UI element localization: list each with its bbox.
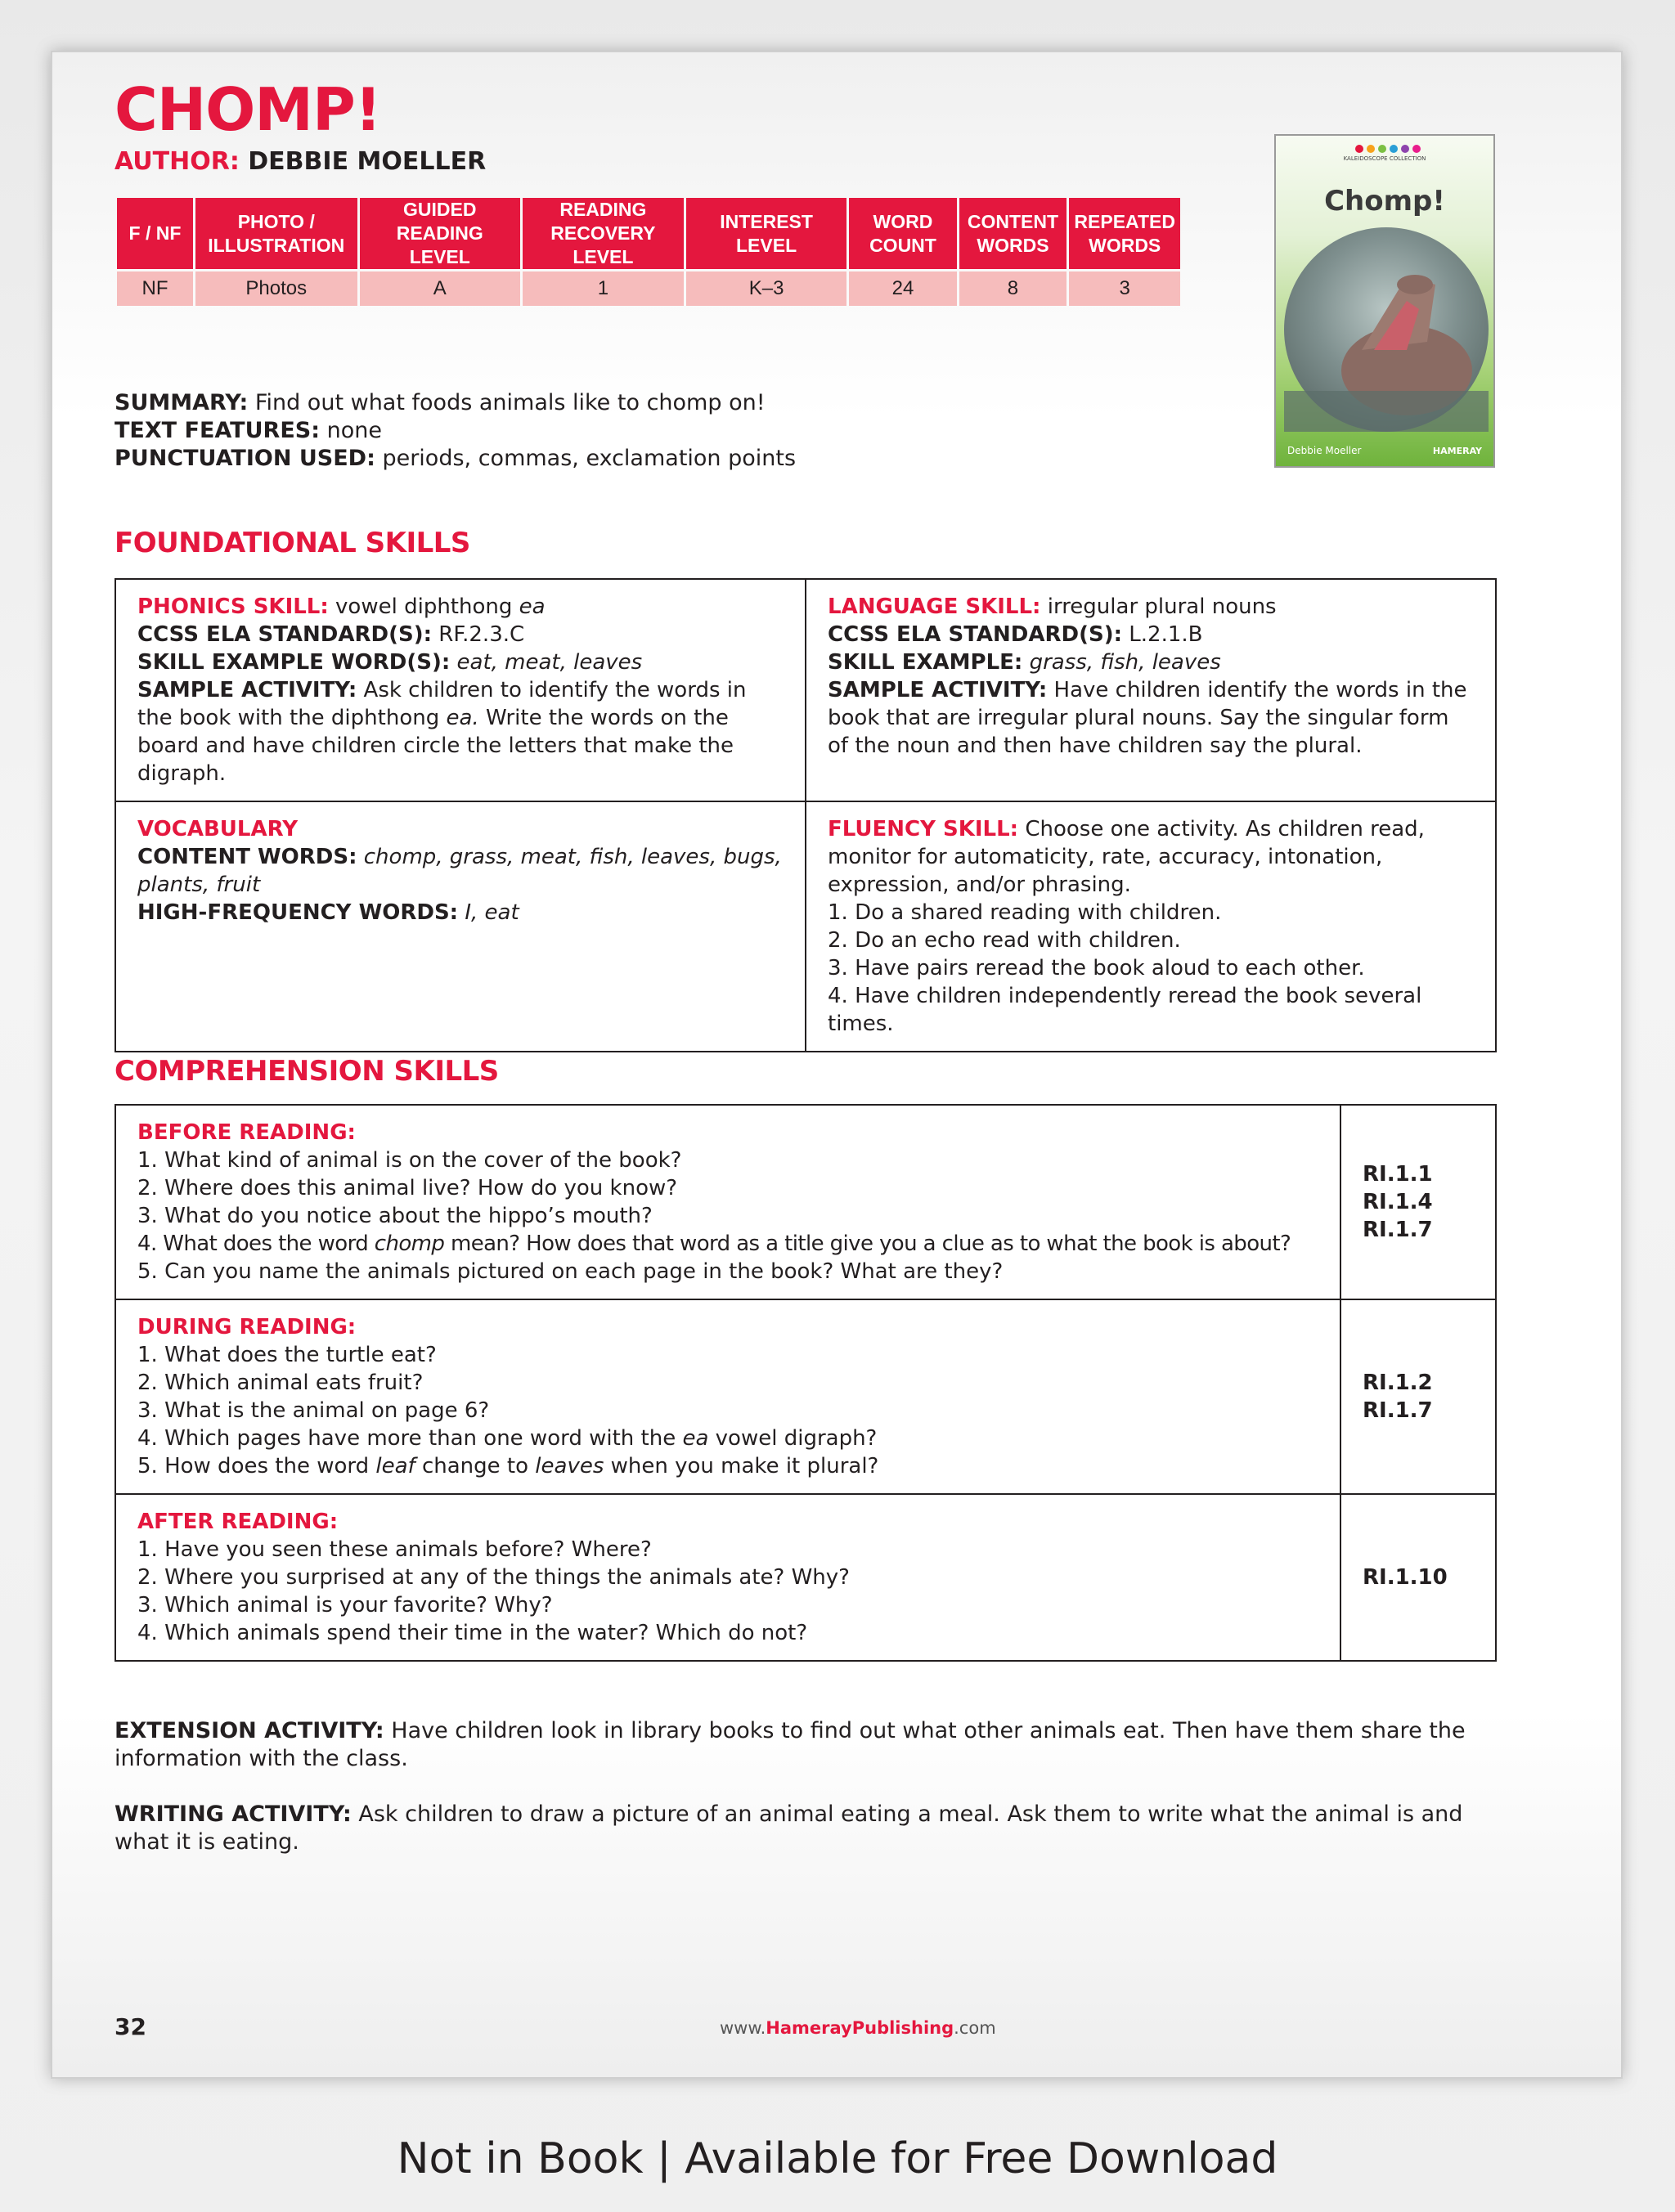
language-example-line: [828, 648, 1474, 676]
summary-text: Find out what foods animals like to chomp on!: [248, 390, 766, 415]
phonics-label: PHONICS SKILL:: [137, 595, 329, 619]
high-frequency-words: I, eat: [465, 900, 519, 925]
table-row: [115, 579, 1496, 801]
extension-label: EXTENSION ACTIVITY:: [115, 1718, 384, 1743]
standard-code: RI.1.4: [1363, 1190, 1433, 1214]
fluency-label: FLUENCY SKILL:: [828, 817, 1019, 841]
stats-header: INTEREST LEVEL: [686, 198, 847, 269]
book-title: CHOMP!: [115, 75, 381, 144]
language-ccss-label: CCSS ELA STANDARD(S):: [828, 622, 1123, 647]
after-reading-standards: [1340, 1494, 1496, 1661]
list-item: [137, 1425, 1318, 1452]
stats-value-row: [117, 271, 1180, 306]
standard-code: RI.1.7: [1363, 1218, 1433, 1242]
question-italic: leaves: [535, 1454, 604, 1478]
question-part: 4. What does the word: [137, 1232, 375, 1256]
vocabulary-label: VOCABULARY: [137, 817, 299, 841]
phonics-activity-line: [137, 676, 784, 787]
list-item: [137, 1452, 1318, 1480]
punctuation-text: periods, commas, exclamation points: [375, 446, 797, 471]
language-example: grass, fish, leaves: [1029, 650, 1221, 675]
text-features-line: [115, 417, 796, 445]
page-number: 32: [115, 2013, 146, 2040]
stats-value: 8: [959, 271, 1067, 306]
stats-header: REPEATED WORDS: [1069, 198, 1180, 269]
question-part: when you make it plural?: [604, 1454, 879, 1478]
during-reading-standards: [1340, 1299, 1496, 1494]
language-ccss-line: [828, 621, 1474, 648]
list-item: 3. What do you notice about the hippo’s mouth?: [137, 1204, 653, 1228]
phonics-italic: ea: [519, 595, 546, 619]
standard-code: RI.1.1: [1363, 1162, 1433, 1187]
book-cover-image: [1274, 134, 1495, 468]
stats-value: NF: [117, 271, 193, 306]
standard-code: RI.1.10: [1363, 1565, 1448, 1590]
phonics-activity-label: SAMPLE ACTIVITY:: [137, 678, 357, 702]
book-meta: [115, 389, 796, 473]
language-label: LANGUAGE SKILL:: [828, 595, 1041, 619]
phonics-example: eat, meat, leaves: [456, 650, 643, 675]
list-item: 4. Have children independently reread the book several times.: [828, 984, 1422, 1036]
language-text: irregular plural nouns: [1040, 595, 1277, 619]
foundational-skills-table: [115, 578, 1497, 1052]
fluency-cell: [806, 801, 1496, 1052]
cover-collection: KALEIDOSCOPE COLLECTION: [1343, 155, 1426, 162]
question-italic: leaf: [375, 1454, 415, 1478]
stats-value: Photos: [195, 271, 357, 306]
question-part: 5. How does the word: [137, 1454, 376, 1478]
kaleidoscope-logo-icon: [1353, 144, 1421, 154]
writing-label: WRITING ACTIVITY:: [115, 1801, 352, 1827]
cover-author: Debbie Moeller: [1287, 445, 1362, 456]
list-item: 2. Where does this animal live? How do you know?: [137, 1176, 678, 1200]
content-words-label: CONTENT WORDS:: [137, 845, 357, 869]
phonics-ccss-line: [137, 621, 784, 648]
text-features-text: none: [320, 418, 382, 443]
phonics-skill-line: [137, 593, 784, 621]
list-item: 2. Do an echo read with children.: [828, 928, 1181, 953]
stats-value: 24: [849, 271, 956, 306]
phonics-activity-b: Write the words on the board and have children circle the letters that make the digraph.: [137, 706, 734, 786]
table-row: [115, 801, 1496, 1052]
stats-value: K–3: [686, 271, 847, 306]
content-words: chomp, grass, meat, fish, leaves, bugs, plants, fruit: [137, 845, 782, 897]
stats-header-row: [117, 198, 1180, 269]
language-activity: Have children identify the words in the book that are irregular plural nouns. Say the singular form of the noun and then have children say the plural.: [828, 678, 1467, 758]
question-italic: chomp: [374, 1232, 445, 1256]
stats-header: GUIDED READING LEVEL: [360, 198, 520, 269]
before-reading-label: BEFORE READING:: [137, 1120, 356, 1145]
language-activity-line: [828, 676, 1474, 760]
language-ccss: L.2.1.B: [1122, 622, 1203, 647]
stats-value: A: [360, 271, 520, 306]
comprehension-skills-table: [115, 1104, 1497, 1662]
list-item: [137, 1230, 1318, 1258]
author-label: AUTHOR:: [115, 147, 240, 176]
author-name: DEBBIE MOELLER: [248, 147, 487, 176]
stats-header: PHOTO / ILLUSTRATION: [195, 198, 357, 269]
author-line: [115, 147, 486, 176]
during-reading-label: DURING READING:: [137, 1315, 357, 1339]
stats-header: F / NF: [117, 198, 193, 269]
question-part: mean? How does that word as a title give you a clue as to what the book is about?: [444, 1232, 1291, 1256]
list-item: 2. Which animal eats fruit?: [137, 1371, 424, 1395]
punctuation-line: [115, 445, 796, 473]
url-suffix: .com: [954, 2018, 996, 2038]
language-activity-label: SAMPLE ACTIVITY:: [828, 678, 1048, 702]
language-example-label: SKILL EXAMPLE:: [828, 650, 1023, 675]
extension-activity: [115, 1717, 1497, 1773]
question-part: 4. Which pages have more than one word with the: [137, 1426, 683, 1451]
list-item: 1. What kind of animal is on the cover of the book?: [137, 1148, 682, 1173]
language-skill-line: [828, 593, 1474, 621]
phonics-example-line: [137, 648, 784, 676]
text-features-label: TEXT FEATURES:: [115, 418, 321, 443]
before-reading-standards: [1340, 1105, 1496, 1299]
phonics-example-label: SKILL EXAMPLE WORD(S):: [137, 650, 451, 675]
table-row: [115, 1105, 1496, 1299]
stats-header: WORD COUNT: [849, 198, 956, 269]
publisher-url: [720, 2018, 996, 2038]
high-frequency-line: [137, 899, 784, 927]
book-stats-table: [115, 195, 1183, 308]
question-part: vowel digraph?: [708, 1426, 878, 1451]
high-frequency-label: HIGH-FREQUENCY WORDS:: [137, 900, 459, 925]
phonics-activity-a: Ask children to identify the words in the book with the diphthong: [137, 678, 747, 730]
cover-title: Chomp!: [1324, 185, 1445, 218]
list-item: 1. Do a shared reading with children.: [828, 900, 1222, 925]
list-item: 3. Which animal is your favorite? Why?: [137, 1593, 553, 1617]
after-reading-cell: [115, 1494, 1340, 1661]
question-part: change to: [415, 1454, 536, 1478]
before-reading-cell: [115, 1105, 1340, 1299]
writing-text: Ask children to draw a picture of an animal eating a meal. Ask them to write what the animal is and what it is eating.: [115, 1801, 1463, 1855]
download-note: Not in Book | Available for Free Download: [397, 2134, 1278, 2183]
cover-publisher: HAMERAY: [1432, 446, 1482, 456]
list-item: 1. Have you seen these animals before? Where?: [137, 1537, 652, 1562]
during-reading-cell: [115, 1299, 1340, 1494]
list-item: 5. Can you name the animals pictured on each page in the book? What are they?: [137, 1259, 1004, 1284]
table-row: [115, 1299, 1496, 1494]
list-item: 1. What does the turtle eat?: [137, 1343, 437, 1367]
language-cell: [806, 579, 1496, 801]
after-reading-label: AFTER READING:: [137, 1510, 339, 1534]
list-item: 4. Which animals spend their time in the water? Which do not?: [137, 1621, 808, 1645]
phonics-activity-italic: ea.: [446, 706, 479, 730]
extension-text: Have children look in library books to find out what other animals eat. Then have them share the information with the class.: [115, 1718, 1466, 1771]
summary-label: SUMMARY:: [115, 390, 249, 415]
comprehension-skills-heading: COMPREHENSION SKILLS: [115, 1055, 499, 1088]
list-item: 3. Have pairs reread the book aloud to each other.: [828, 956, 1365, 980]
phonics-cell: [115, 579, 806, 801]
url-brand: HamerayPublishing: [766, 2018, 954, 2038]
stats-value: 3: [1069, 271, 1180, 306]
list-item: 3. What is the animal on page 6?: [137, 1398, 490, 1423]
list-item: 2. Where you surprised at any of the things the animals ate? Why?: [137, 1565, 850, 1590]
hippo-photo: [1284, 227, 1489, 432]
stats-value: 1: [523, 271, 684, 306]
question-italic: ea: [682, 1426, 709, 1451]
stats-header: CONTENT WORDS: [959, 198, 1067, 269]
stats-header: READING RECOVERY LEVEL: [523, 198, 684, 269]
standard-code: RI.1.7: [1363, 1398, 1433, 1423]
writing-activity: [115, 1801, 1497, 1856]
punctuation-label: PUNCTUATION USED:: [115, 446, 375, 471]
summary-line: [115, 389, 796, 417]
foundational-skills-heading: FOUNDATIONAL SKILLS: [115, 527, 470, 559]
table-row: [115, 1494, 1496, 1661]
phonics-text: vowel diphthong: [328, 595, 519, 619]
phonics-ccss-label: CCSS ELA STANDARD(S):: [137, 622, 433, 647]
phonics-ccss: RF.2.3.C: [432, 622, 525, 647]
standard-code: RI.1.2: [1363, 1371, 1433, 1395]
fluency-skill-line: [828, 815, 1474, 899]
hippo-icon: [1284, 227, 1489, 432]
fluency-text: Choose one activity. As children read, monitor for automaticity, rate, accuracy, intonation, expression, and/or phrasing.: [828, 817, 1425, 897]
url-prefix: www.: [720, 2018, 766, 2038]
vocabulary-cell: [115, 801, 806, 1052]
content-words-line: [137, 843, 784, 899]
